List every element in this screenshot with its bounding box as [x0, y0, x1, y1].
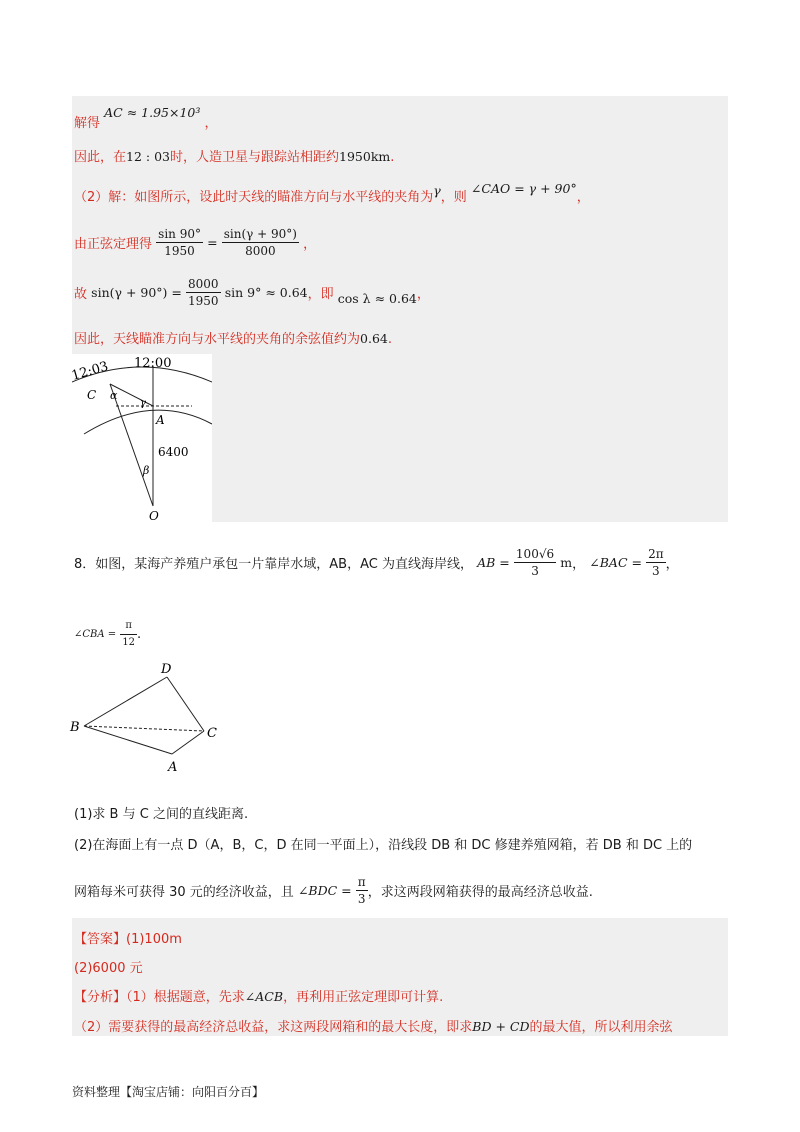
question-2: (2)在海面上有一点 D（A，B，C，D 在同一平面上），沿线段 DB 和 DC 修建养殖网箱，若 DB 和 DC 上的	[74, 838, 693, 853]
alpha-label: α	[110, 389, 118, 402]
footer-text: 资料整理【淘宝店铺：向阳百分百】	[72, 1085, 265, 1099]
unit: m	[560, 555, 573, 570]
punctuation: ，	[204, 116, 218, 131]
radius-label: 6400	[158, 445, 189, 459]
solution-line-2	[74, 146, 394, 165]
numerator: π	[357, 875, 366, 889]
numerator: 8000	[188, 277, 219, 291]
solution-text: 因此，在	[74, 150, 127, 165]
gamma-symbol: γ	[433, 183, 441, 198]
answer-2: (2)6000 元	[74, 961, 143, 976]
denominator: 1950	[164, 244, 195, 258]
point-C-label: C	[87, 388, 97, 402]
fraction	[514, 546, 556, 579]
answer-label: 【答案】	[74, 932, 127, 947]
solution-text: （2）解：如图所示，设此时天线的瞄准方向与水平线的夹角为	[74, 190, 434, 205]
solution-line-4	[74, 226, 316, 259]
numerator: sin 90°	[158, 227, 201, 241]
solution-text: 故	[74, 287, 88, 302]
satellite-figure	[72, 354, 212, 522]
punctuation: ，	[572, 557, 586, 572]
denominator: 1950	[188, 294, 219, 308]
math-expression: AB =	[477, 555, 510, 570]
point-C-label: C	[207, 726, 217, 741]
math-expression: sin(γ + 90°) =	[91, 285, 182, 300]
numerator: π	[120, 618, 137, 635]
math-expression: ∠BAC =	[589, 555, 642, 570]
math-expression: ∠ACB	[244, 989, 284, 1004]
math-expression: ∠CBA =	[74, 629, 117, 640]
denominator: 3	[357, 892, 366, 906]
solution-text: ，即	[307, 287, 334, 302]
denominator: 3	[652, 564, 660, 578]
point-D-label: D	[161, 662, 172, 677]
punctuation: ，	[416, 287, 430, 302]
solution-line-3	[74, 181, 590, 205]
solution-text: 解得	[74, 116, 101, 131]
problem-text: 8．如图，某海产养殖户承包一片靠岸水域，AB，AC 为直线海岸线，	[74, 557, 473, 572]
punctuation: ，	[303, 237, 317, 252]
punctuation: .	[387, 332, 392, 347]
solution-line-1	[74, 102, 218, 131]
fraction	[120, 618, 137, 651]
segment-BA	[84, 726, 172, 754]
denominator: 8000	[245, 244, 276, 258]
equals-sign: =	[207, 235, 218, 250]
time-label-1200: 12:00	[134, 356, 172, 371]
denominator: 3	[531, 564, 539, 578]
problem-8-line-1	[74, 546, 679, 579]
numerator: sin(γ + 90°)	[223, 227, 297, 241]
solution-text: 由正弦定理得	[74, 237, 153, 252]
beta-label: β	[143, 464, 150, 477]
problem-8-line-2	[74, 618, 141, 651]
gamma-label: γ	[140, 398, 146, 409]
math-value: 0.64	[360, 331, 388, 346]
math-expression: ∠BDC =	[297, 883, 352, 898]
math-expression: ∠CAO = γ + 90°	[470, 181, 577, 196]
analysis-line-2	[74, 1016, 673, 1035]
problem-text: ，求这两段网箱获得的最高经济总收益.	[367, 885, 593, 900]
analysis-text: （2）需要获得的最高经济总收益，求这两段网箱和的最大长度，即求	[74, 1020, 473, 1035]
answer-line-1	[74, 928, 182, 947]
math-expression: sin 9° ≈ 0.64	[224, 285, 308, 300]
satellite-diagram	[72, 354, 212, 522]
fraction	[356, 874, 368, 907]
punctuation: ，	[576, 190, 590, 205]
math-expression: cos λ ≈ 0.64	[337, 291, 417, 306]
analysis-text: ，再利用正弦定理即可计算.	[283, 990, 444, 1005]
answer-1: (1)100m	[126, 932, 182, 947]
punctuation: .	[137, 627, 142, 642]
analysis-text: 的最大值，所以利用余弦	[529, 1020, 673, 1035]
point-B-label: B	[70, 720, 80, 735]
earth-surface-arc	[84, 410, 212, 434]
question-2-continued	[74, 874, 593, 907]
segment-DC	[167, 677, 204, 731]
point-O-label: O	[149, 509, 159, 522]
denominator: 12	[122, 637, 136, 648]
time-label-1203: 12:03	[72, 359, 111, 384]
fraction	[646, 546, 666, 579]
analysis-text: （1）根据题意，先求	[126, 990, 245, 1005]
segment-BD	[84, 677, 167, 726]
punctuation: .	[390, 150, 395, 165]
segment-AC	[172, 731, 204, 754]
solution-text: 因此，天线瞄准方向与水平线的夹角的余弦值约为	[74, 332, 361, 347]
distance-value: 1950km	[339, 149, 391, 164]
problem-text: 网箱每米可获得 30 元的经济收益，且	[74, 885, 294, 900]
numerator: 100√6	[515, 547, 555, 561]
point-A-label: A	[156, 413, 165, 427]
analysis-line-1	[74, 986, 443, 1005]
math-expression: AC ≈ 1.95×10³	[104, 105, 201, 120]
numerator: 2π	[648, 547, 664, 561]
fraction	[186, 276, 221, 309]
quadrilateral-figure	[64, 655, 234, 780]
point-A-label: A	[168, 760, 178, 775]
solution-line-6	[74, 328, 392, 347]
solution-text: 时，人造卫星与跟踪站相距约	[170, 150, 340, 165]
segment-BC-dashed	[84, 726, 204, 731]
analysis-label: 【分析】	[74, 990, 127, 1005]
solution-text: ，则	[440, 190, 467, 205]
time-value: 12 : 03	[126, 149, 170, 164]
solution-line-5	[74, 276, 430, 309]
punctuation: ，	[665, 557, 679, 572]
fraction	[156, 226, 203, 259]
question-1: (1)求 B 与 C 之间的直线距离.	[74, 807, 249, 822]
fraction	[222, 226, 299, 259]
math-expression: BD + CD	[472, 1019, 530, 1034]
